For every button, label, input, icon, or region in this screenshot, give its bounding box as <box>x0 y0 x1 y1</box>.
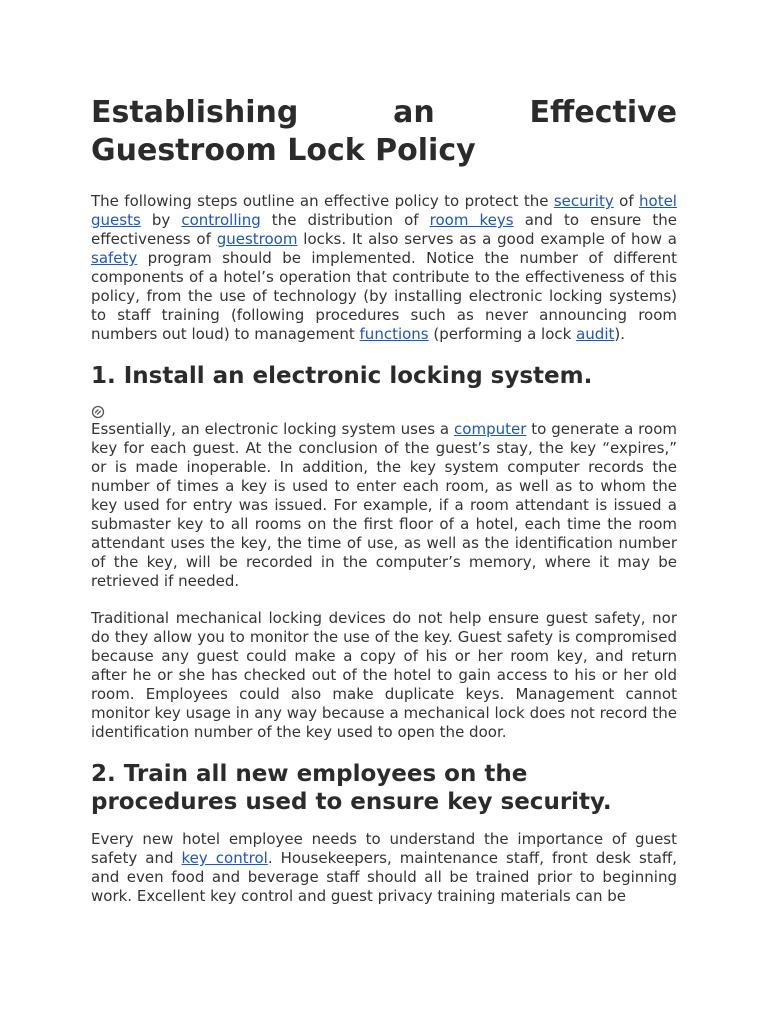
section-1-heading: 1. Install an electronic locking system. <box>91 363 593 389</box>
title-line-2: Guestroom Lock Policy <box>91 133 476 168</box>
title-word: an <box>393 95 435 130</box>
text: ). <box>614 325 626 343</box>
title-line-1 <box>91 94 677 132</box>
text: and to ensure the effectiveness of <box>91 211 677 248</box>
icon-row <box>91 404 677 420</box>
link-icon[interactable] <box>91 404 105 418</box>
link-safety[interactable]: safety <box>91 249 138 267</box>
text: program should be implemented. Notice the number of different components of a hotel’s operation that contribute to the effectiveness of this policy, from the use of technology (by installing electronic locking systems) to staff training (following procedures such as never announcing room numbers out loud) to management <box>91 249 677 343</box>
link-guests[interactable]: guests <box>91 211 141 229</box>
link-functions[interactable]: functions <box>359 325 429 343</box>
link-audit[interactable]: audit <box>576 325 615 343</box>
link-computer[interactable]: computer <box>454 420 527 438</box>
link-hotel[interactable]: hotel <box>639 192 677 210</box>
section-2-heading: 2. Train all new employees on the procedures used to ensure key security. <box>91 761 612 815</box>
intro-paragraph <box>91 192 677 344</box>
title-word: Effective <box>529 95 677 130</box>
link-room-keys[interactable]: room keys <box>429 211 514 229</box>
title-word: Establishing <box>91 95 299 130</box>
text: the distribution of <box>260 211 430 229</box>
text: . Housekeepers, maintenance staff, front desk staff, and even food and beverage staff should all be trained prior to beginning work. Excellent key control and guest privacy training materials can be <box>91 849 677 905</box>
link-key-control[interactable]: key control <box>181 849 268 867</box>
link-guestroom[interactable]: guestroom <box>216 230 298 248</box>
text: of <box>613 192 640 210</box>
page-title <box>91 94 677 170</box>
section-1-paragraph-2: Traditional mechanical locking devices do not help ensure guest safety, nor do they allow you to monitor the use of the key. Guest safety is compromised because any guest could make a copy of his or her room key, and return after he or she has checked out of the hotel to gain access to his or her old room. Employees could also make duplicate keys. Management cannot monitor key usage in any way because a mechanical lock does not record the identification number of the key used to open the door. <box>91 609 677 741</box>
text: The following steps outline an effective policy to protect the <box>91 192 554 210</box>
text: by <box>140 211 182 229</box>
link-security[interactable]: security <box>553 192 614 210</box>
text: to generate a room key for each guest. At the conclusion of the guest’s stay, the key “expires,” or is made inoperable. In addition, the key system computer records the number of times a key is used to enter each room, as well as to whom the key used for entry was issued. For example, if a room attendant is issued a submaster key to all rooms on the first floor of a hotel, each time the room attendant uses the key, the time of use, as well as the identification number of the key, will be recorded in the computer’s memory, where it may be retrieved if needed. <box>91 420 677 590</box>
section-2-paragraph-1 <box>91 830 677 906</box>
text: locks. It also serves as a good example of how a <box>297 230 677 248</box>
link-controlling[interactable]: controlling <box>181 211 261 229</box>
text: Essentially, an electronic locking system uses a <box>91 420 455 438</box>
text: Every new hotel employee needs to understand the importance of guest safety and <box>91 830 677 867</box>
text: (performing a lock <box>428 325 577 343</box>
document-page <box>91 94 677 906</box>
section-1-paragraph-1 <box>91 420 677 591</box>
